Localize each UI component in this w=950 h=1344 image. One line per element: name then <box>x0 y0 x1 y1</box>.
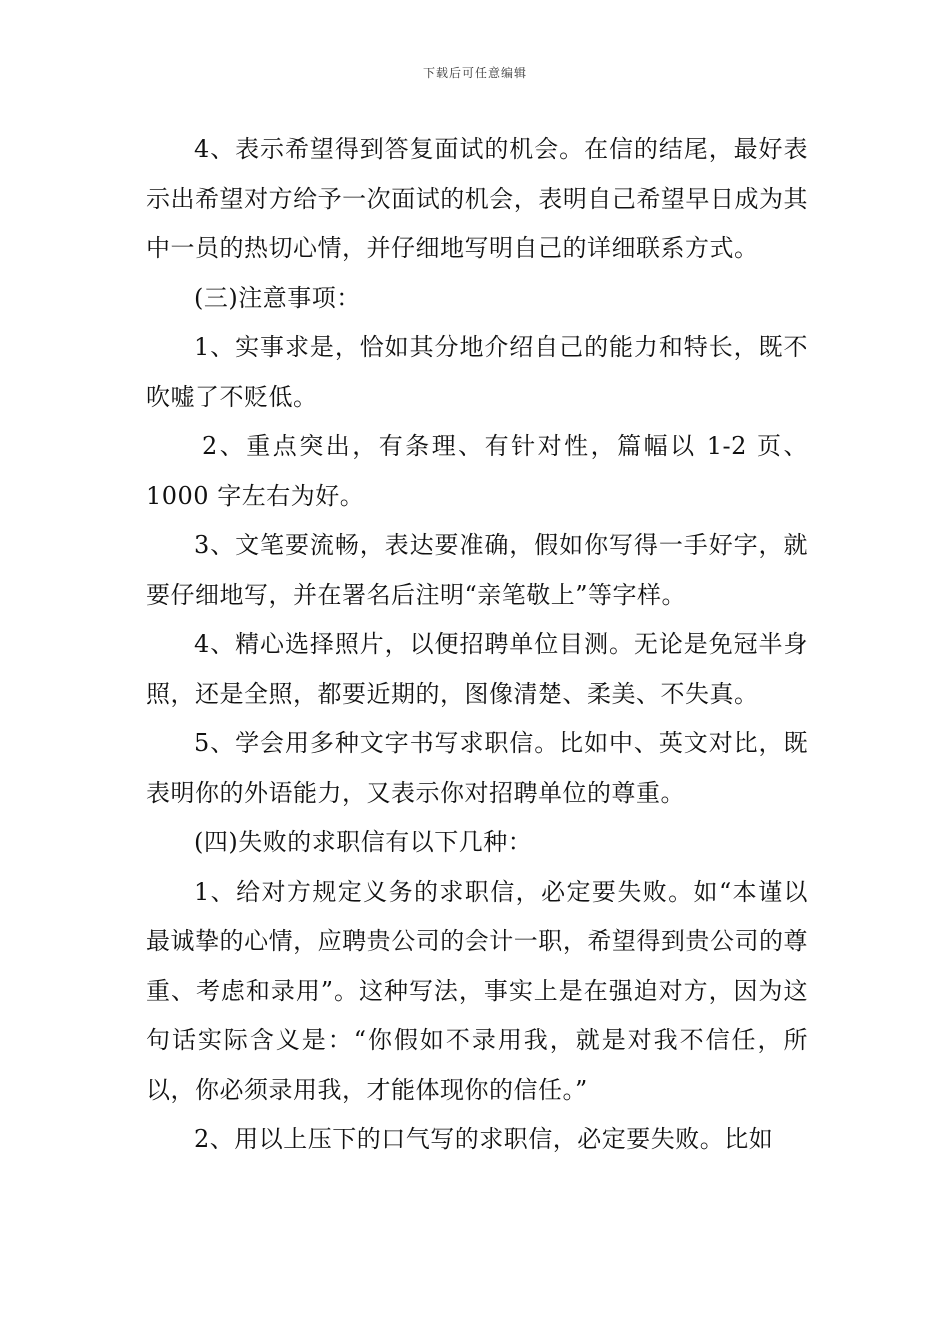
paragraph-interview-request: 4、表示希望得到答复面试的机会。在信的结尾，最好表示出希望对方给予一次面试的机会，表明自己希望早日成为其中一员的热切心情，并仔细地写明自己的详细联系方式。 <box>146 135 808 262</box>
paragraph-note-4: 4、精心选择照片，以便招聘单位目测。无论是免冠半身照，还是全照，都要近期的，图像清楚、柔美、不失真。 <box>146 630 808 708</box>
paragraph-note-5: 5、学会用多种文字书写求职信。比如中、英文对比，既表明你的外语能力，又表示你对招聘单位的尊重。 <box>146 729 808 807</box>
document-body <box>146 125 808 1165</box>
paragraph-failure-1: 1、给对方规定义务的求职信，必定要失败。如“本谨以最诚挚的心情，应聘贵公司的会计一职，希望得到贵公司的尊重、考虑和录用”。这种写法，事实上是在强迫对方，因为这句话实际含义是：“你假如不录用我，就是对我不信任，所以，你必须录用我，才能体现你的信任。” <box>146 877 808 1104</box>
paragraph-note-3: 3、文笔要流畅，表达要准确，假如你写得一手好字，就要仔细地写，并在署名后注明“亲笔敬上”等字样。 <box>146 531 808 609</box>
paragraph-failure-2: 2、用以上压下的口气写的求职信，必定要失败。比如 <box>194 1125 774 1153</box>
section-heading-failures: (四)失败的求职信有以下几种： <box>194 828 533 856</box>
paragraph-note-1: 1、实事求是，恰如其分地介绍自己的能力和特长，既不吹嘘了不贬低。 <box>146 333 808 411</box>
section-heading-notes: (三)注意事项： <box>194 283 361 312</box>
paragraph-note-2: 2、重点突出，有条理、有针对性，篇幅以 1-2 页、1000 字左右为好。 <box>146 432 808 510</box>
document-header-note: 下载后可任意编辑 <box>422 66 527 80</box>
